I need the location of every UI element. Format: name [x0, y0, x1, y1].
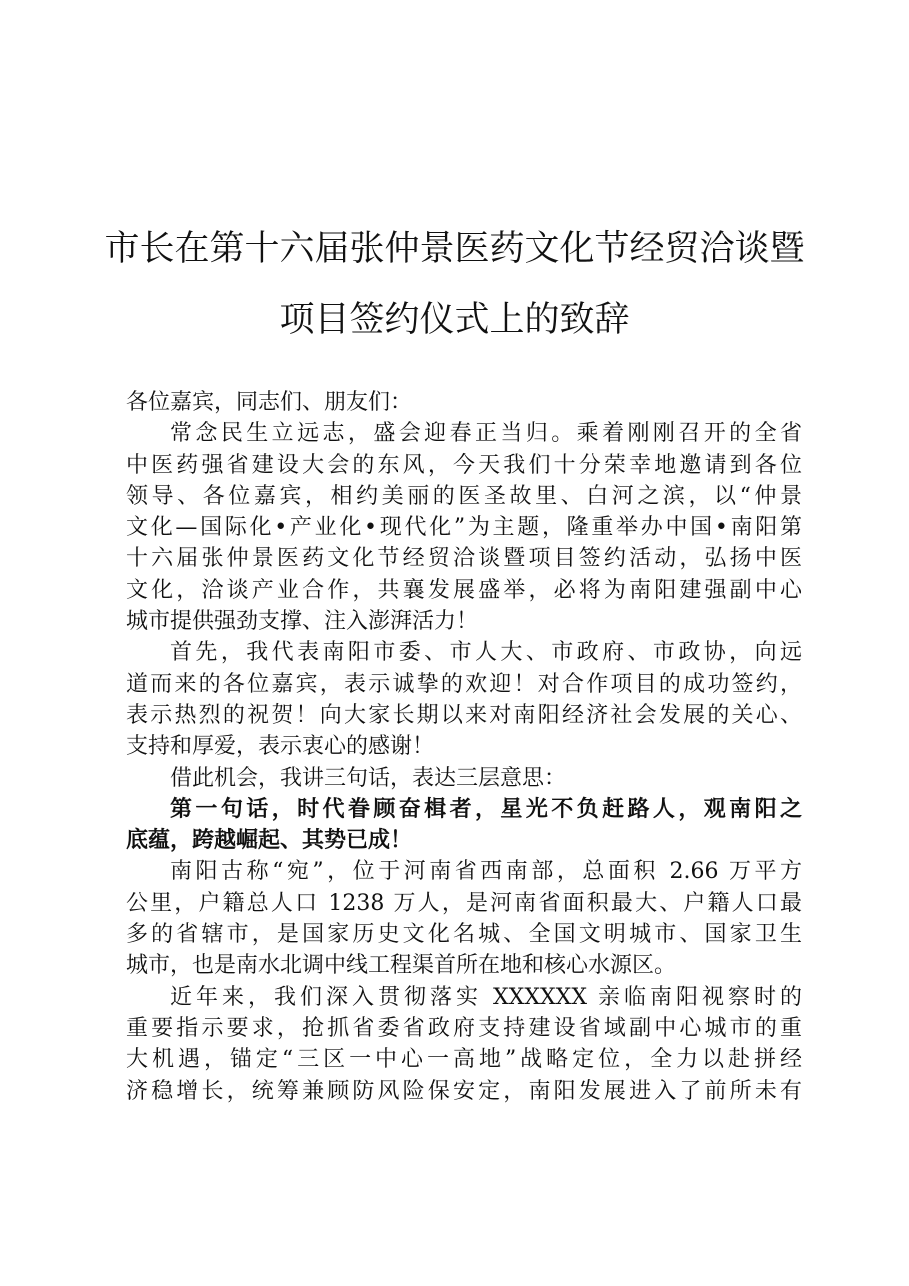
document-body [126, 387, 802, 1107]
paragraph-line: 领导、各位嘉宾，相约美丽的医圣故里、白河之滨，以“仲景 [126, 483, 802, 509]
salutation: 各位嘉宾，同志们、朋友们： [126, 390, 413, 415]
paragraph-line: 多的省辖市，是国家历史文化名城、全国文明城市、国家卫生 [126, 922, 802, 948]
paragraph-line: 文化—国际化•产业化•现代化”为主题，隆重举办中国•南阳第 [126, 515, 802, 541]
paragraph-line: 表示热烈的祝贺！向大家长期以来对南阳经济社会发展的关心、 [126, 702, 802, 728]
paragraph-line: 公里，户籍总人口 1238 万人，是河南省面积最大、户籍人口最 [126, 890, 802, 916]
paragraph-line: 近年来，我们深入贯彻落实 XXXXXX 亲临南阳视察时的 [170, 984, 802, 1010]
document-title-line-2: 项目签约仪式上的致辞 [279, 300, 630, 340]
paragraph-line: 借此机会，我讲三句话，表达三层意思： [170, 765, 567, 791]
paragraph-line: 常念民生立远志，盛会迎春正当归。乘着刚刚召开的全省 [170, 421, 802, 447]
paragraph-line: 城市提供强劲支撑、注入澎湃活力！ [126, 609, 479, 635]
paragraph-line: 城市，也是南水北调中线工程渠首所在地和核心水源区。 [126, 953, 677, 979]
document-title-line-1: 市长在第十六届张仲景医药文化节经贸洽谈暨 [104, 229, 805, 269]
paragraph-line: 道而来的各位嘉宾，表示诚挚的欢迎！对合作项目的成功签约， [126, 671, 802, 697]
section-heading-line: 第一句话，时代眷顾奋楫者，星光不负赶路人，观南阳之 [170, 796, 802, 822]
paragraph-line: 济稳增长，统筹兼顾防风险保安定，南阳发展进入了前所未有 [126, 1078, 802, 1104]
paragraph-line: 首先，我代表南阳市委、市人大、市政府、市政协，向远 [170, 640, 802, 666]
paragraph-line: 重要指示要求，抢抓省委省政府支持建设省域副中心城市的重 [126, 1015, 802, 1041]
paragraph-line: 十六届张仲景医药文化节经贸洽谈暨项目签约活动，弘扬中医 [126, 546, 802, 572]
paragraph-line: 文化，洽谈产业合作，共襄发展盛举，必将为南阳建强副中心 [126, 577, 802, 603]
section-heading-line: 底蕴，跨越崛起、其势已成！ [126, 828, 413, 854]
paragraph-line: 大机遇，锚定“三区一中心一高地”战略定位，全力以赴拼经 [126, 1047, 802, 1073]
paragraph-line: 支持和厚爱，表示衷心的感谢！ [126, 734, 435, 760]
paragraph-line: 中医药强省建设大会的东风，今天我们十分荣幸地邀请到各位 [126, 452, 802, 478]
paragraph-line: 南阳古称“宛”，位于河南省西南部，总面积 2.66 万平方 [170, 859, 802, 885]
